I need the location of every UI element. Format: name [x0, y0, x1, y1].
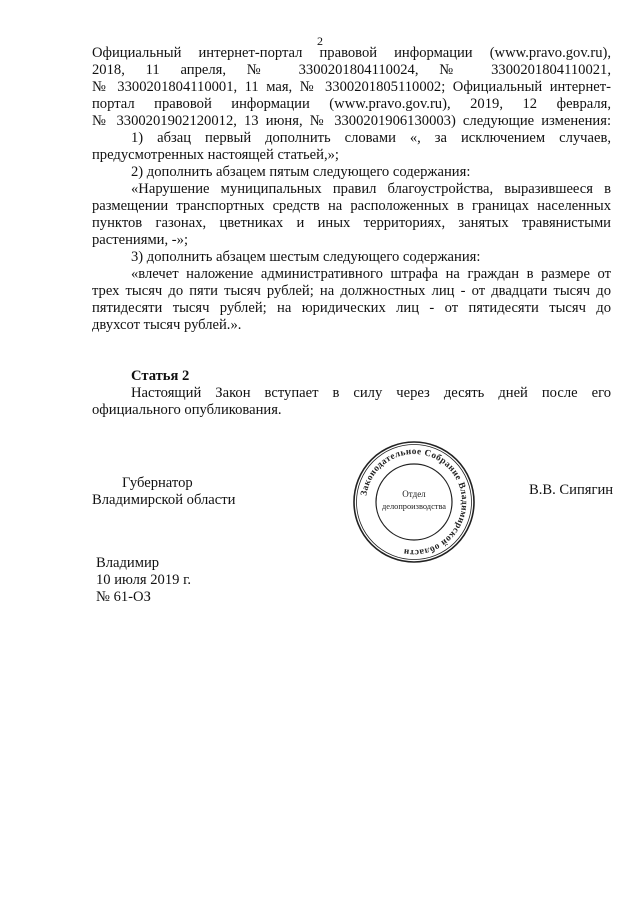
text-line: 2) дополнить абзацем пятым следующего содержания: — [131, 164, 471, 180]
text-line: двухсот тысяч рублей.». — [92, 317, 242, 333]
signature-title-line2: Владимирской области — [92, 492, 236, 508]
text-line: трех тысяч до пяти тысяч рублей; на должностных лиц - от двадцати тысяч до — [92, 283, 611, 299]
text-line: официального опубликования. — [92, 402, 282, 418]
page-number: 2 — [317, 34, 323, 48]
article-heading: Статья 2 — [131, 368, 190, 384]
text-line: предусмотренных настоящей статьей,»; — [92, 147, 339, 163]
text-line: Официальный интернет-портал правовой информации (www.pravo.gov.ru), — [92, 45, 611, 61]
official-stamp — [351, 439, 477, 565]
text-line: растениями, -»; — [92, 232, 188, 248]
text-line: 2018, 11 апреля, № 3300201804110024, № 3300201804110021, — [92, 62, 611, 78]
text-line: № 3300201804110001, 11 мая, № 3300201805110002; Официальный интернет- — [92, 79, 611, 95]
text-line: Настоящий Закон вступает в силу через десять дней после его — [131, 385, 611, 401]
text-line: пятидесяти тысяч рублей; на юридических лиц - от пятидесяти тысяч до — [92, 300, 611, 316]
stamp-center-line1: Отдел — [402, 489, 426, 499]
text-line: пунктов газонах, цветниках и иных территориях, занятых травянистыми — [92, 215, 611, 231]
text-line: 3) дополнить абзацем шестым следующего содержания: — [131, 249, 481, 265]
text-line: портал правовой информации (www.pravo.gov.ru), 2019, 12 февраля, — [92, 96, 611, 112]
footer-city: Владимир — [96, 555, 160, 571]
signature-title-line1: Губернатор — [122, 475, 193, 491]
footer-number: № 61-ОЗ — [96, 589, 151, 605]
stamp-center-line2: делопроизводства — [381, 502, 447, 511]
text-line: 1) абзац первый дополнить словами «, за исключением случаев, — [131, 130, 611, 146]
text-line: «Нарушение муниципальных правил благоустройства, выразившееся в — [131, 181, 611, 197]
text-line: № 3300201902120012, 13 июня, № 3300201906130003) следующие изменения: — [92, 113, 611, 129]
footer-date: 10 июля 2019 г. — [96, 572, 192, 588]
text-line: размещении транспортных средств на расположенных в границах населенных — [92, 198, 611, 214]
text-line: «влечет наложение административного штрафа на граждан в размере от — [131, 266, 611, 282]
signature-name: В.В. Сипягин — [529, 482, 614, 498]
stamp-ring-text: Законодательное Собрание Владимирской области — [358, 445, 471, 559]
